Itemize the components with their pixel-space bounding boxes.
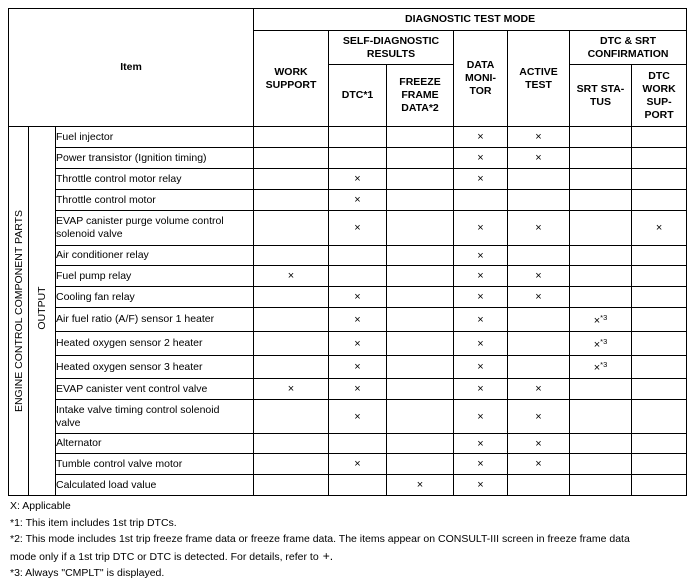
- freeze-frame-cell: [387, 454, 454, 475]
- table-row: [9, 308, 687, 332]
- table-row: [9, 454, 687, 475]
- item-name: Throttle control motor relay: [56, 169, 254, 190]
- applicable-mark: ×: [477, 313, 484, 326]
- data-monitor-cell: [454, 332, 508, 356]
- work-support-cell: [254, 400, 329, 434]
- srt-status-cell: [570, 266, 632, 287]
- subgroup-label-cell: [29, 127, 56, 330]
- dtc-cell: [329, 434, 387, 454]
- item-header: Item: [9, 9, 254, 127]
- dtc-cell: [329, 190, 387, 211]
- applicable-mark: ×: [535, 270, 542, 282]
- data-monitor-cell: [454, 127, 508, 148]
- applicable-mark: ×: [535, 131, 542, 143]
- applicable-mark: ×: [477, 131, 484, 143]
- footnote-3-marker: *3: [600, 360, 608, 369]
- item-name: Tumble control valve motor: [56, 454, 254, 475]
- dtc-header: DTC*1: [329, 65, 387, 127]
- active-test-cell: [508, 308, 570, 332]
- applicable-mark: ×: [354, 458, 361, 470]
- freeze-frame-cell: [387, 287, 454, 308]
- work-support-cell: [254, 169, 329, 190]
- table-row: [9, 127, 687, 148]
- srt-status-cell: [570, 211, 632, 246]
- dtc-srt-confirmation-header: DTC & SRT CONFIRMATION: [570, 31, 687, 65]
- dtc-work-support-cell: [632, 454, 687, 475]
- dtc-cell: [329, 266, 387, 287]
- item-name: Fuel injector: [56, 127, 254, 148]
- work-support-cell: [254, 454, 329, 475]
- item-name: Cooling fan relay: [56, 287, 254, 308]
- applicable-mark: ×: [477, 173, 484, 185]
- active-test-header: ACTIVE TEST: [508, 31, 570, 127]
- applicable-mark: ×: [477, 337, 484, 350]
- applicable-mark: ×: [535, 383, 542, 395]
- data-monitor-cell: [454, 287, 508, 308]
- dtc-cell: [329, 475, 387, 496]
- data-monitor-cell: [454, 400, 508, 434]
- dtc-work-support-cell: [632, 266, 687, 287]
- dtc-cell: [329, 169, 387, 190]
- diagnostic-test-mode-header: DIAGNOSTIC TEST MODE: [254, 9, 687, 31]
- applicable-mark: ×: [354, 410, 361, 423]
- srt-status-cell: [570, 332, 632, 356]
- work-support-cell: [254, 379, 329, 400]
- active-test-cell: [508, 190, 570, 211]
- note-2-line-1: *2: This mode includes 1st trip freeze frame data or freeze frame data. The items appear on CONSULT-III screen in freeze frame data: [10, 533, 630, 546]
- active-test-cell: [508, 266, 570, 287]
- dtc-cell: [329, 454, 387, 475]
- freeze-frame-cell: [387, 332, 454, 356]
- table-row: [9, 287, 687, 308]
- dtc-work-support-cell: [632, 400, 687, 434]
- applicable-mark: ×: [477, 152, 484, 164]
- data-monitor-cell: [454, 454, 508, 475]
- srt-status-cell: [570, 169, 632, 190]
- footnote-3-marker: *3: [600, 336, 608, 346]
- applicable-mark: ×: [354, 173, 361, 185]
- applicable-mark: ×: [354, 337, 361, 350]
- srt-status-cell: [570, 454, 632, 475]
- active-test-cell: [508, 246, 570, 266]
- item-name: Air conditioner relay: [56, 246, 254, 266]
- dtc-work-support-cell: [632, 475, 687, 496]
- data-monitor-cell: [454, 434, 508, 454]
- freeze-frame-header: FREEZE FRAME DATA*2: [387, 65, 454, 127]
- freeze-frame-cell: [387, 434, 454, 454]
- dtc-work-support-cell: [632, 246, 687, 266]
- note-3: *3: Always "CMPLT" is displayed.: [10, 567, 165, 580]
- applicable-mark: ×: [477, 249, 484, 262]
- item-name: Throttle control motor: [56, 190, 254, 211]
- freeze-frame-cell: [387, 148, 454, 169]
- freeze-frame-cell: [387, 211, 454, 246]
- active-test-cell: [508, 211, 570, 246]
- applicable-mark: ×: [354, 313, 361, 326]
- freeze-frame-cell: [387, 169, 454, 190]
- srt-status-cell: [570, 190, 632, 211]
- data-monitor-cell: [454, 211, 508, 246]
- table-row: [9, 356, 687, 379]
- subgroup-label-cell-lower: [29, 308, 56, 496]
- applicable-mark: ×: [354, 194, 361, 206]
- data-monitor-cell: [454, 379, 508, 400]
- table-row: [9, 400, 687, 434]
- data-monitor-header: DATA MONI- TOR: [454, 31, 508, 127]
- dtc-cell: [329, 400, 387, 434]
- srt-status-cell: [570, 287, 632, 308]
- srt-status-header: SRT STA- TUS: [570, 65, 632, 127]
- table-row: [9, 169, 687, 190]
- srt-status-cell: [570, 148, 632, 169]
- dtc-work-support-cell: [632, 379, 687, 400]
- freeze-frame-cell: [387, 379, 454, 400]
- work-support-cell: [254, 332, 329, 356]
- dtc-cell: [329, 379, 387, 400]
- work-support-cell: [254, 190, 329, 211]
- active-test-cell: [508, 127, 570, 148]
- dtc-cell: [329, 127, 387, 148]
- applicable-mark: ×: [287, 383, 295, 395]
- item-name: Fuel pump relay: [56, 266, 254, 287]
- active-test-cell: [508, 148, 570, 169]
- data-monitor-cell: [454, 308, 508, 332]
- data-monitor-cell: [454, 190, 508, 211]
- srt-status-cell: [570, 379, 632, 400]
- applicable-mark: ×: [477, 458, 484, 470]
- dtc-work-support-cell: [632, 308, 687, 332]
- applicable-mark: ×: [535, 410, 542, 423]
- applicable-mark: ×: [477, 291, 484, 303]
- group-label: ENGINE CONTROL COMPONENT PARTS: [12, 209, 25, 413]
- work-support-cell: [254, 434, 329, 454]
- dtc-work-support-cell: [632, 356, 687, 379]
- table-row: [9, 332, 687, 356]
- srt-status-cell: [570, 246, 632, 266]
- note-2-line-2: mode only if a 1st trip DTC or DTC is detected. For details, refer to +.: [10, 548, 334, 563]
- table-row: [9, 190, 687, 211]
- data-monitor-cell: [454, 148, 508, 169]
- applicable-mark: ×: [354, 291, 361, 303]
- table-row: [9, 148, 687, 169]
- active-test-cell: [508, 434, 570, 454]
- table-row: [9, 475, 687, 496]
- dtc-work-support-cell: [632, 287, 687, 308]
- work-support-cell: [254, 246, 329, 266]
- data-monitor-cell: [454, 356, 508, 379]
- table-row: [9, 379, 687, 400]
- freeze-frame-cell: [387, 266, 454, 287]
- freeze-frame-cell: [387, 127, 454, 148]
- applicable-mark: ×: [477, 479, 484, 491]
- applicable-mark: ×: [593, 362, 601, 374]
- work-support-header: WORK SUPPORT: [254, 31, 329, 127]
- work-support-cell: [254, 287, 329, 308]
- diagnostic-test-mode-table: [8, 8, 687, 496]
- applicable-mark: ×: [535, 437, 542, 450]
- freeze-frame-cell: [387, 190, 454, 211]
- applicable-mark: ×: [477, 410, 484, 423]
- work-support-cell: [254, 127, 329, 148]
- item-name: EVAP canister purge volume control solenoid valve: [56, 211, 254, 246]
- dtc-work-support-cell: [632, 169, 687, 190]
- applicable-mark: ×: [477, 361, 484, 373]
- data-monitor-cell: [454, 169, 508, 190]
- table-body: [9, 127, 687, 496]
- applicable-mark: ×: [477, 270, 484, 282]
- applicable-mark: ×: [477, 437, 484, 450]
- dtc-work-support-cell: [632, 434, 687, 454]
- applicable-mark: ×: [416, 479, 424, 491]
- dtc-cell: [329, 211, 387, 246]
- applicable-mark: ×: [354, 222, 361, 234]
- active-test-cell: [508, 379, 570, 400]
- data-monitor-cell: [454, 475, 508, 496]
- self-diagnostic-results-header: SELF-DIAGNOSTIC RESULTS: [329, 31, 454, 65]
- work-support-cell: [254, 475, 329, 496]
- footnote-3-marker: *3: [600, 312, 608, 322]
- item-name: Heated oxygen sensor 3 heater: [56, 356, 254, 379]
- item-name: Intake valve timing control solenoid valve: [56, 400, 254, 434]
- freeze-frame-cell: [387, 356, 454, 379]
- group-label-cell: [9, 127, 29, 496]
- applicable-mark: ×: [593, 338, 601, 351]
- dtc-work-support-header: DTC WORK SUP- PORT: [632, 65, 687, 127]
- table-row: [9, 246, 687, 266]
- applicable-mark: ×: [354, 383, 361, 395]
- dtc-work-support-cell: [632, 127, 687, 148]
- freeze-frame-cell: [387, 308, 454, 332]
- subgroup-label: OUTPUT: [36, 285, 48, 330]
- table-row: [9, 211, 687, 246]
- active-test-cell: [508, 332, 570, 356]
- item-name: Calculated load value: [56, 475, 254, 496]
- active-test-cell: [508, 287, 570, 308]
- applicable-mark: ×: [354, 361, 361, 373]
- dtc-cell: [329, 308, 387, 332]
- applicable-mark: ×: [655, 222, 663, 234]
- item-name: Alternator: [56, 434, 254, 454]
- data-monitor-cell: [454, 266, 508, 287]
- applicable-mark: ×: [593, 314, 601, 327]
- applicable-mark: ×: [535, 152, 542, 164]
- dtc-cell: [329, 332, 387, 356]
- freeze-frame-cell: [387, 246, 454, 266]
- srt-status-cell: [570, 356, 632, 379]
- dtc-work-support-cell: [632, 211, 687, 246]
- dtc-work-support-cell: [632, 190, 687, 211]
- item-name: Heated oxygen sensor 2 heater: [56, 332, 254, 356]
- cross-reference-link[interactable]: +.: [322, 548, 334, 563]
- dtc-work-support-cell: [632, 332, 687, 356]
- applicable-mark: ×: [535, 291, 542, 303]
- work-support-cell: [254, 148, 329, 169]
- note-1: *1: This item includes 1st trip DTCs.: [10, 516, 177, 529]
- work-support-cell: [254, 211, 329, 246]
- data-monitor-cell: [454, 246, 508, 266]
- dtc-cell: [329, 356, 387, 379]
- work-support-cell: [254, 308, 329, 332]
- freeze-frame-cell: [387, 400, 454, 434]
- applicable-mark: ×: [477, 383, 484, 395]
- work-support-cell: [254, 266, 329, 287]
- active-test-cell: [508, 475, 570, 496]
- active-test-cell: [508, 356, 570, 379]
- note-applicable: X: Applicable: [10, 500, 71, 512]
- applicable-mark: ×: [535, 222, 542, 234]
- srt-status-cell: [570, 434, 632, 454]
- table-row: [9, 266, 687, 287]
- active-test-cell: [508, 169, 570, 190]
- footnotes: [10, 498, 690, 582]
- dtc-cell: [329, 287, 387, 308]
- srt-status-cell: [570, 308, 632, 332]
- active-test-cell: [508, 400, 570, 434]
- active-test-cell: [508, 454, 570, 475]
- srt-status-cell: [570, 475, 632, 496]
- srt-status-cell: [570, 127, 632, 148]
- applicable-mark: ×: [477, 222, 484, 234]
- item-name: Air fuel ratio (A/F) sensor 1 heater: [56, 308, 254, 332]
- item-name: EVAP canister vent control valve: [56, 379, 254, 400]
- dtc-work-support-cell: [632, 148, 687, 169]
- freeze-frame-cell: [387, 475, 454, 496]
- item-name: Power transistor (Ignition timing): [56, 148, 254, 169]
- table-row: [9, 434, 687, 454]
- applicable-mark: ×: [287, 270, 295, 282]
- dtc-cell: [329, 246, 387, 266]
- applicable-mark: ×: [535, 458, 542, 470]
- work-support-cell: [254, 356, 329, 379]
- srt-status-cell: [570, 400, 632, 434]
- dtc-cell: [329, 148, 387, 169]
